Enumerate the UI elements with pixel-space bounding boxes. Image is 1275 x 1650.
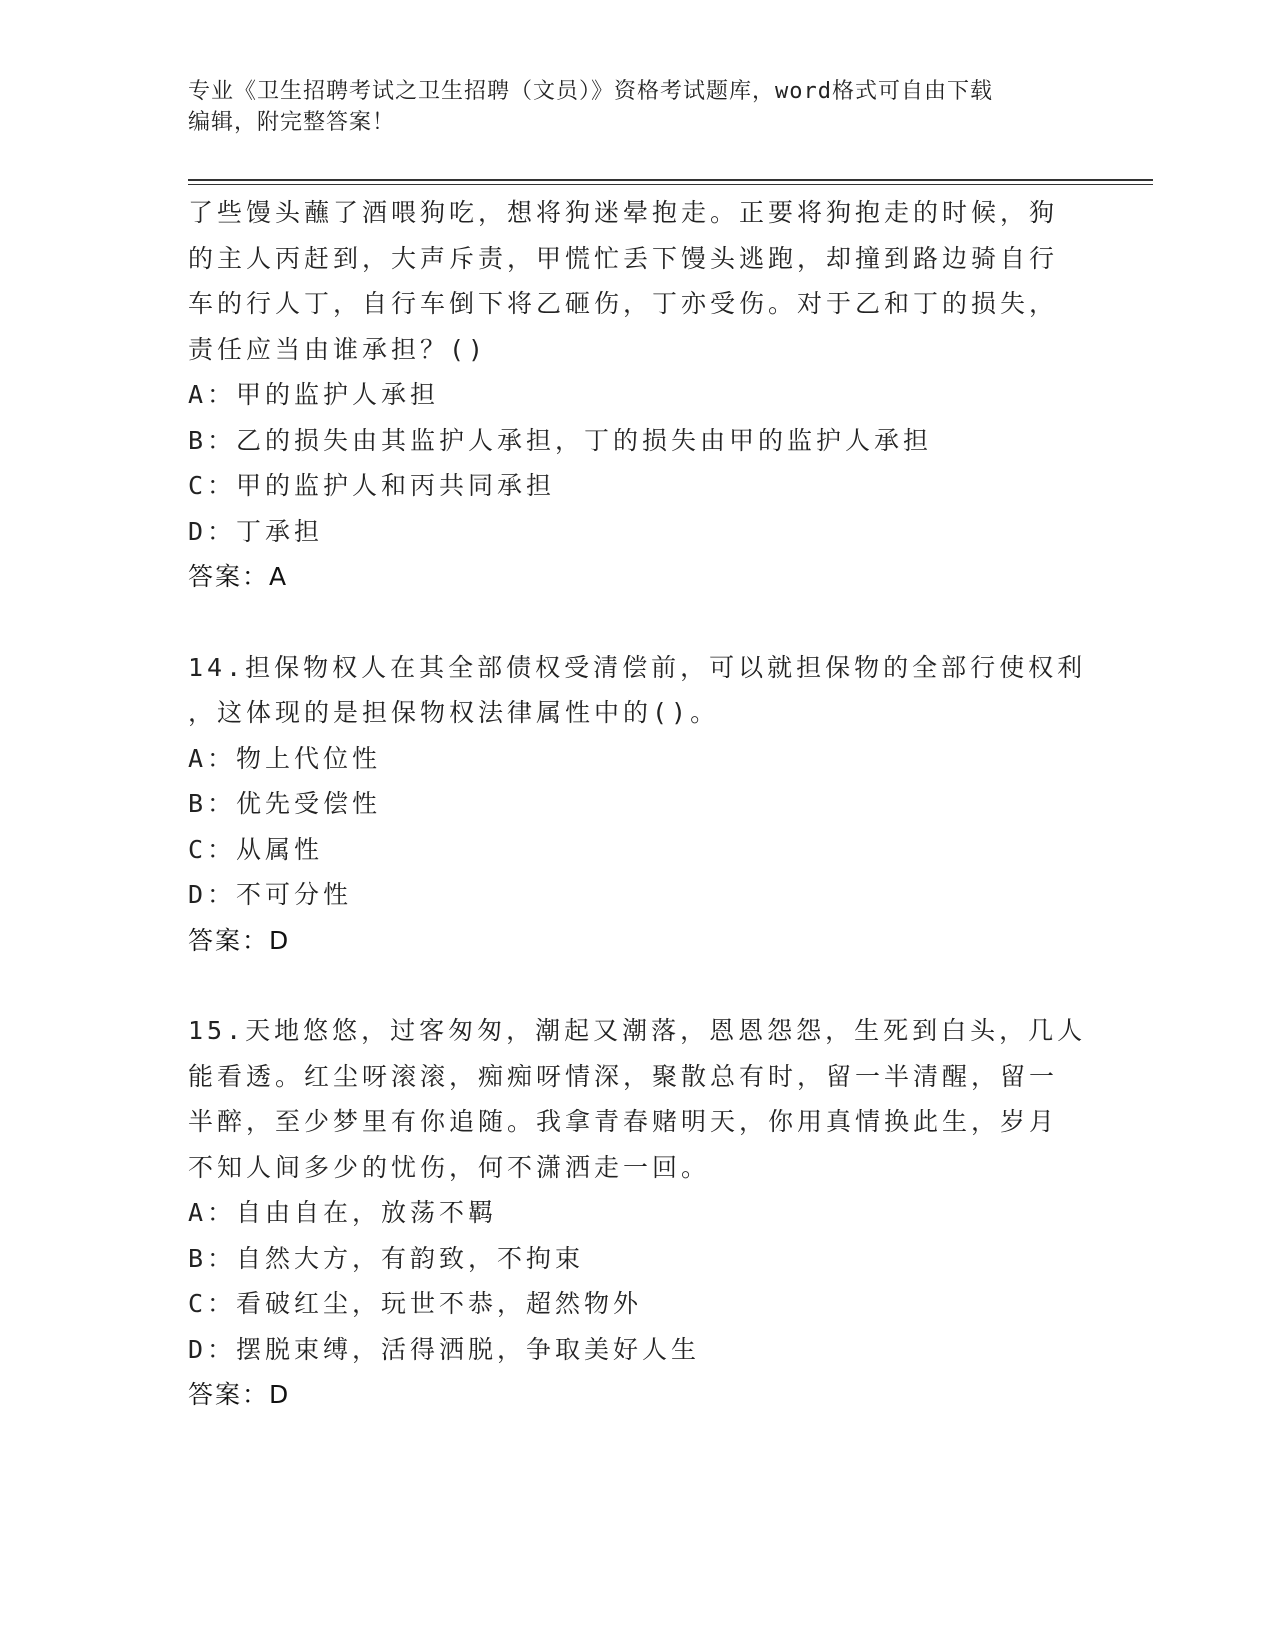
option-d: D：丁承担 bbox=[188, 516, 324, 546]
question-stem-line: 半醉，至少梦里有你追随。我拿青春赌明天，你用真情换此生，岁月 bbox=[188, 1107, 1059, 1136]
question-stem-line: 的主人丙赶到，大声斥责，甲慌忙丢下馒头逃跑，却撞到路边骑自行 bbox=[188, 243, 1059, 273]
question-list bbox=[188, 190, 1088, 1418]
question-stem-line: 15.天地悠悠，过客匆匆，潮起又潮落，恩恩怨怨，生死到白头，几人 bbox=[188, 1016, 1087, 1045]
document-header bbox=[188, 76, 1088, 138]
option-d: D：摆脱束缚，活得洒脱，争取美好人生 bbox=[188, 1334, 701, 1364]
question-stem-line: 不知人间多少的忧伤，何不潇洒走一回。 bbox=[188, 1152, 711, 1182]
option-a: A：物上代位性 bbox=[188, 743, 382, 773]
option-b: B：乙的损失由其监护人承担，丁的损失由甲的监护人承担 bbox=[188, 425, 933, 455]
header-line-1: 专业《卫生招聘考试之卫生招聘（文员）》资格考试题库，word格式可自由下载 bbox=[188, 79, 993, 104]
option-c: C：看破红尘，玩世不恭，超然物外 bbox=[188, 1289, 643, 1318]
question-stem-line: 了些馒头蘸了酒喂狗吃，想将狗迷晕抱走。正要将狗抱走的时候，狗 bbox=[188, 198, 1059, 227]
option-c: C：甲的监护人和丙共同承担 bbox=[188, 471, 556, 500]
question-stem-line: 车的行人丁，自行车倒下将乙砸伤，丁亦受伤。对于乙和丁的损失， bbox=[188, 289, 1059, 318]
answer-line: 答案：D bbox=[188, 1380, 291, 1409]
option-a: A：自由自在，放荡不羁 bbox=[188, 1198, 498, 1227]
answer-line: 答案：D bbox=[188, 925, 291, 955]
header-divider-thick bbox=[188, 179, 1153, 181]
question-stem-line: 责任应当由谁承担？() bbox=[188, 334, 488, 364]
question-stem-line: 能看透。红尘呀滚滚，痴痴呀情深，聚散总有时，留一半清醒，留一 bbox=[188, 1061, 1059, 1091]
question-spacer bbox=[188, 963, 1088, 1008]
option-b: B：优先受偿性 bbox=[188, 789, 382, 818]
option-a: A：甲的监护人承担 bbox=[188, 380, 440, 409]
option-c: C：从属性 bbox=[188, 834, 324, 864]
header-line-2: 编辑，附完整答案！ bbox=[188, 110, 396, 135]
option-b: B：自然大方，有韵致，不拘束 bbox=[188, 1243, 585, 1273]
question-15 bbox=[188, 1008, 1088, 1418]
question-stem-line: ，这体现的是担保物权法律属性中的()。 bbox=[188, 698, 720, 727]
answer-line: 答案：A bbox=[188, 562, 289, 591]
question-stem-line: 14.担保物权人在其全部债权受清偿前，可以就担保物的全部行使权利 bbox=[188, 652, 1087, 682]
question-13 bbox=[188, 190, 1088, 600]
question-14 bbox=[188, 645, 1088, 964]
header-divider-thin bbox=[188, 184, 1153, 185]
option-d: D：不可分性 bbox=[188, 880, 353, 909]
question-spacer bbox=[188, 600, 1088, 645]
